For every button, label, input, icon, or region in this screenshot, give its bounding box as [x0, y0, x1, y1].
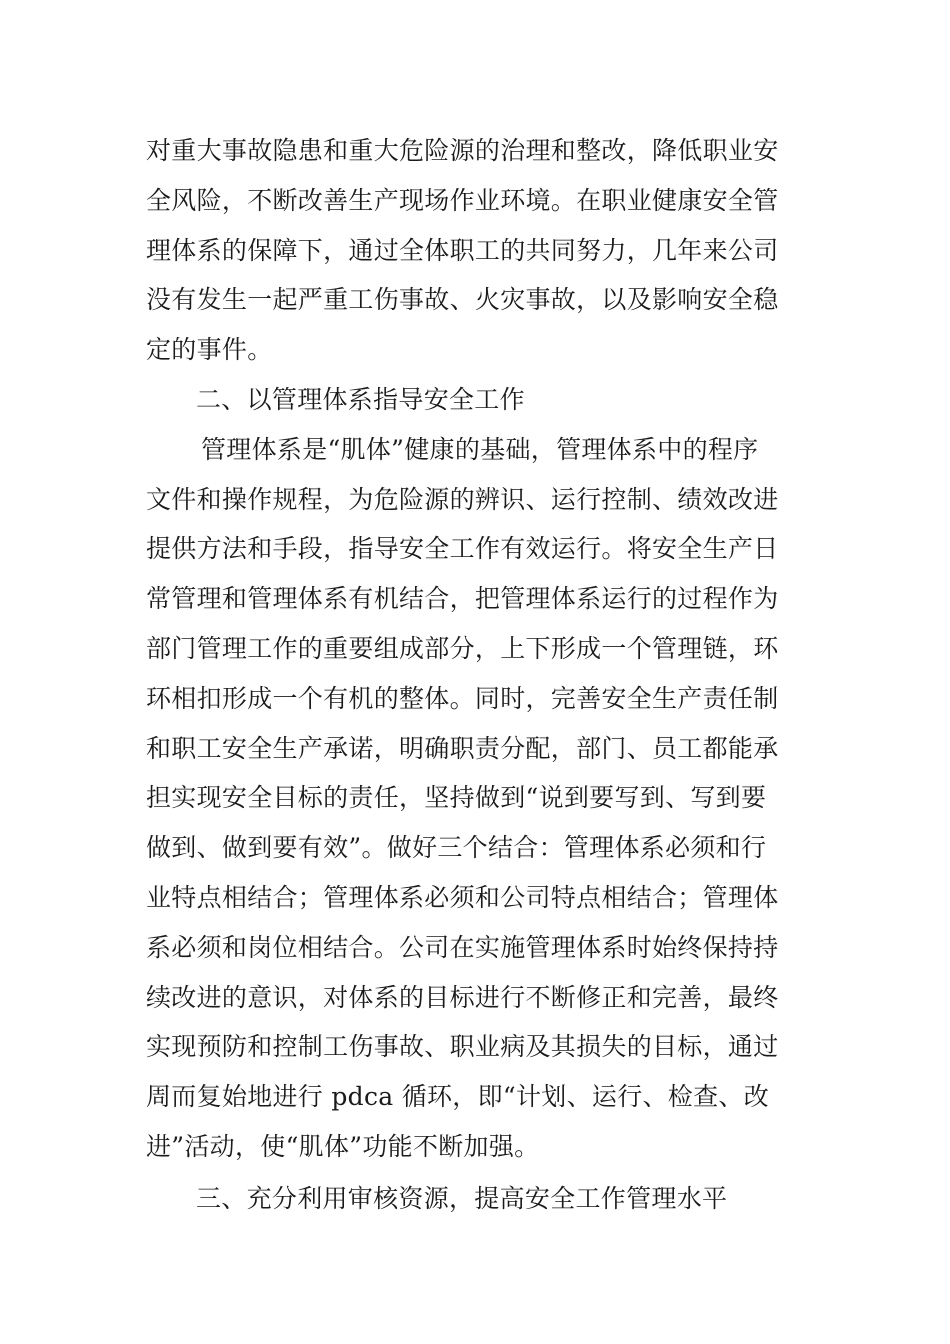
paragraph-2-line: 续改进的意识，对体系的目标进行不断修正和完善，最终	[146, 982, 779, 1012]
paragraph-2-line: 和职工安全生产承诺，明确职责分配，部门、员工都能承	[146, 733, 779, 763]
section-heading-3: 三、充分利用审核资源，提高安全工作管理水平	[196, 1183, 728, 1213]
paragraph-1-line: 对重大事故隐患和重大危险源的治理和整改，降低职业安	[146, 136, 779, 165]
paragraph-2-line: 文件和操作规程，为危险源的辨识、运行控制、绩效改进	[146, 484, 779, 514]
paragraph-2-line: 业特点相结合；管理体系必须和公司特点相结合；管理体	[146, 882, 779, 912]
document-body	[146, 126, 812, 1224]
paragraph-1-line: 定的事件。	[146, 335, 273, 365]
paragraph-2-line: 周而复始地进行 pdca 循环，即“计划、运行、检查、改	[146, 1082, 769, 1112]
paragraph-2-line: 进”活动，使“肌体”功能不断加强。	[146, 1131, 540, 1161]
paragraph-2-line: 管理体系是“肌体”健康的基础，管理体系中的程序	[201, 434, 759, 464]
paragraph-2-line: 部门管理工作的重要组成部分，上下形成一个管理链，环	[146, 633, 779, 663]
paragraph-2-line: 系必须和岗位相结合。公司在实施管理体系时始终保持持	[146, 932, 779, 962]
paragraph-1-line: 理体系的保障下，通过全体职工的共同努力，几年来公司	[146, 235, 779, 265]
paragraph-2-line: 提供方法和手段，指导安全工作有效运行。将安全生产日	[146, 534, 779, 564]
paragraph-2-line: 做到、做到要有效”。做好三个结合：管理体系必须和行	[146, 833, 767, 863]
paragraph-2-line: 环相扣形成一个有机的整体。同时，完善安全生产责任制	[146, 683, 779, 713]
paragraph-2-line: 担实现安全目标的责任，坚持做到“说到要写到、写到要	[146, 783, 767, 813]
paragraph-2	[146, 425, 812, 1172]
paragraph-1-line: 没有发生一起严重工伤事故、火灾事故，以及影响安全稳	[146, 285, 779, 315]
paragraph-2-line: 实现预防和控制工伤事故、职业病及其损失的目标，通过	[146, 1032, 779, 1062]
section-heading-2: 二、以管理体系指导安全工作	[196, 384, 525, 414]
paragraph-1	[146, 126, 812, 375]
paragraph-2-line: 常管理和管理体系有机结合，把管理体系运行的过程作为	[146, 584, 779, 614]
paragraph-1-line: 全风险，不断改善生产现场作业环境。在职业健康安全管	[146, 185, 779, 215]
